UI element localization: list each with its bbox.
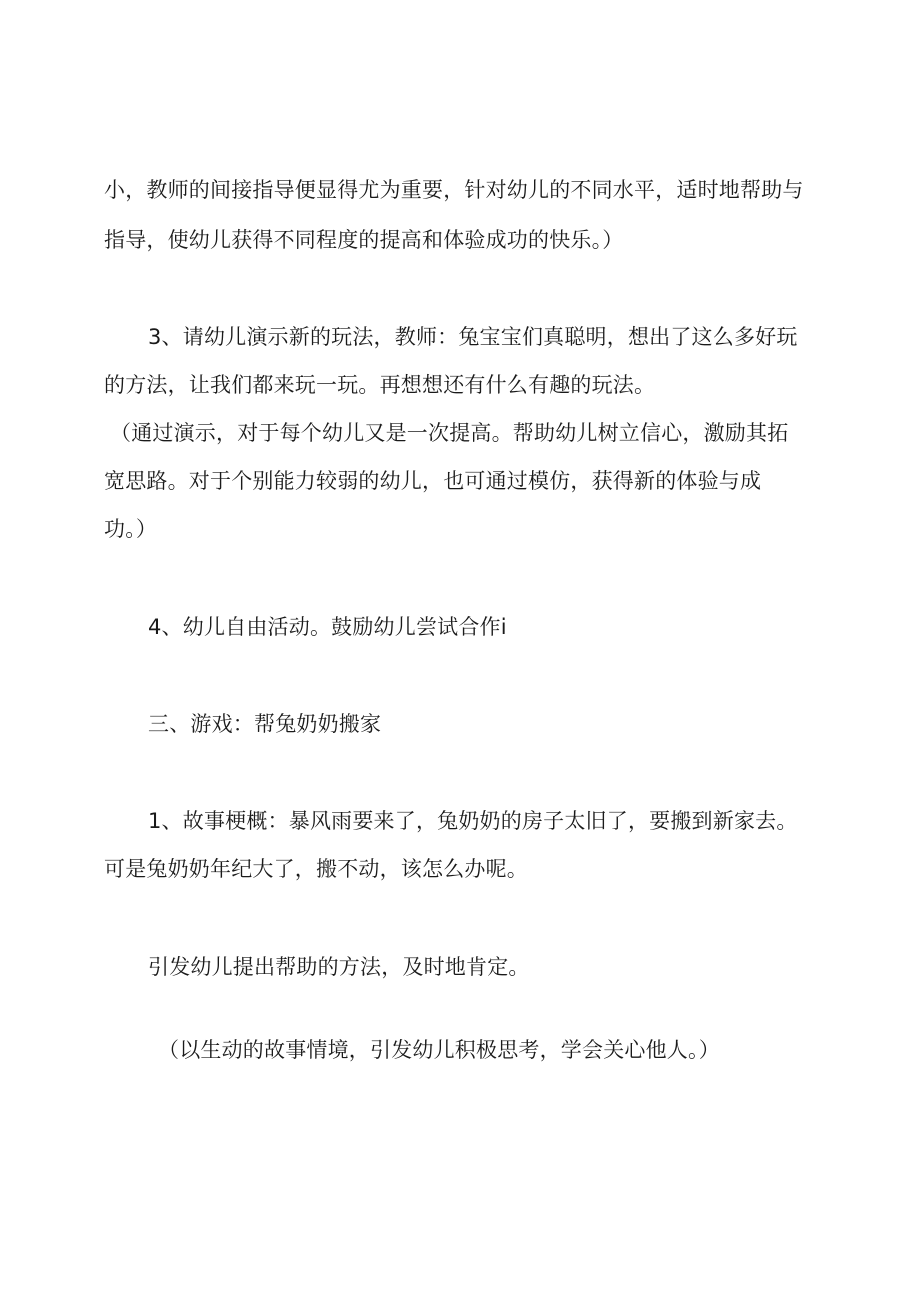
para2-line1: 3、请幼儿演示新的玩法，教师：兔宝宝们真聪明，想出了这么多好玩 [148,325,798,349]
para3-line2: 宽思路。对于个别能力较弱的幼儿，也可通过模仿，获得新的体验与成 [104,469,762,493]
para1-line1: 小，教师的间接指导便显得尤为重要，针对幼儿的不同水平，适时地帮助与 [104,178,804,202]
para8-line1: （以生动的故事情境，引发幼儿积极思考，学会关心他人。） [158,1038,720,1062]
para1-line2: 指导，使幼儿获得不同程度的提高和体验成功的快乐。） [104,228,624,252]
section-heading-game: 三、游戏：帮兔奶奶搬家 [148,712,382,736]
para6-line1: 1、故事梗概：暴风雨要来了，兔奶奶的房子太旧了，要搬到新家去。 [148,809,798,833]
para6-line2: 可是兔奶奶年纪大了，搬不动，该怎么办呢。 [104,857,528,881]
para7-line1: 引发幼儿提出帮助的方法，及时地肯定。 [148,955,530,979]
para2-line2: 的方法，让我们都来玩一玩。再想想还有什么有趣的玩法。 [104,373,656,397]
para4-line1: 4、幼儿自由活动。鼓励幼儿尝试合作i [148,615,507,639]
para3-line3: 功。） [104,517,158,541]
para3-line1: （通过演示，对于每个幼儿又是一次提高。帮助幼儿树立信心，激励其拓 [110,421,789,445]
